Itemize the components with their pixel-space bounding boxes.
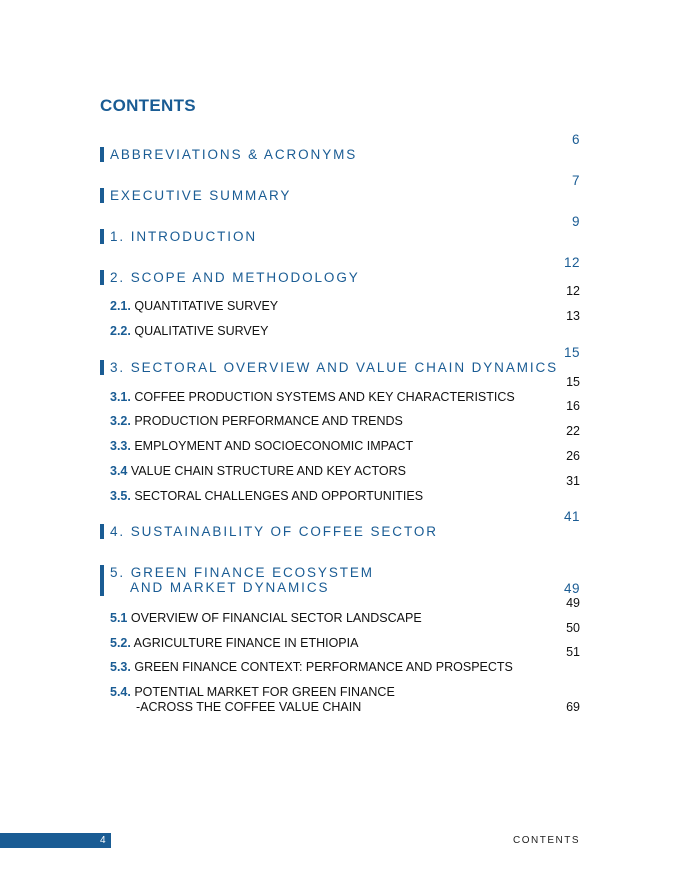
section-label: EXECUTIVE SUMMARY [110,188,292,203]
footer-bar [0,833,111,848]
section-marker [100,188,104,203]
subsection-page: 13 [566,309,580,323]
subsection-label: PRODUCTION PERFORMANCE AND TRENDS [134,414,403,428]
section-marker [100,524,104,539]
subsection-number: 2.2. [110,324,131,338]
subsection-number: 5.3. [110,660,131,674]
subsection-number: 5.2. [110,636,131,650]
subsection-label: QUALITATIVE SURVEY [134,324,269,338]
subsection-page: 26 [566,449,580,463]
subsection-label: COFFEE PRODUCTION SYSTEMS AND KEY CHARACTERISTICS [134,390,515,404]
subsection-page: 49 [566,596,580,610]
footer-label: CONTENTS [513,835,580,846]
subsection-number: 3.3. [110,439,131,453]
section-marker [100,270,104,285]
section-label: 2. SCOPE AND METHODOLOGY [110,270,360,285]
section-label-line2: AND MARKET DYNAMICS [130,580,330,595]
section-label: 4. SUSTAINABILITY OF COFFEE SECTOR [110,524,438,539]
subsection-page: 69 [566,700,580,714]
subsection-number: 3.2. [110,414,131,428]
subsection-page: 31 [566,474,580,488]
subsection-number: 3.5. [110,489,131,503]
section-page: 6 [571,132,580,147]
section-label-line1: 5. GREEN FINANCE ECOSYSTEM [110,565,374,580]
subsection-label-line2: -ACROSS THE COFFEE VALUE CHAIN [136,700,362,714]
subsection-page: 51 [566,645,580,659]
subsection-number: 5.1 [110,611,128,625]
subsection-label: SECTORAL CHALLENGES AND OPPORTUNITIES [134,489,424,503]
subsection-number: 3.1. [110,390,131,404]
subsection-number: 5.4. [110,685,131,699]
subsection-label: QUANTITATIVE SURVEY [134,299,279,313]
subsection-page: 15 [566,375,580,389]
section-label: 1. INTRODUCTION [110,229,258,244]
footer-page-number: 4 [100,835,106,846]
section-page: 41 [563,509,580,524]
section-marker [100,147,104,162]
subsection-label: GREEN FINANCE CONTEXT: PERFORMANCE AND PROSPECTS [134,660,513,674]
subsection-label: EMPLOYMENT AND SOCIOECONOMIC IMPACT [134,439,414,453]
section-page: 49 [563,581,580,596]
section-marker [100,229,104,244]
section-page: 15 [563,345,580,360]
subsection-number: 2.1. [110,299,131,313]
section-page: 7 [571,173,580,188]
subsection-page: 16 [566,399,580,413]
subsection-label: VALUE CHAIN STRUCTURE AND KEY ACTORS [130,464,406,478]
section-label: ABBREVIATIONS & ACRONYMS [110,147,358,162]
subsection-label-line1: POTENTIAL MARKET FOR GREEN FINANCE [134,685,395,699]
subsection-label: AGRICULTURE FINANCE IN ETHIOPIA [133,636,359,650]
toc-section-green-finance[interactable] [100,565,580,596]
subsection-number: 3.4 [110,464,128,478]
subsection-page: 12 [566,284,580,298]
section-label: 3. SECTORAL OVERVIEW AND VALUE CHAIN DYNAMICS [110,360,559,375]
subsection-label: OVERVIEW OF FINANCIAL SECTOR LANDSCAPE [130,611,422,625]
section-page: 9 [571,214,580,229]
toc-subsection-5-4[interactable] [110,685,580,715]
section-marker [100,360,104,375]
page-title: CONTENTS [100,96,196,115]
section-marker [100,565,104,596]
section-page: 12 [563,255,580,270]
subsection-page: 22 [566,424,580,438]
subsection-page: 50 [566,621,580,635]
